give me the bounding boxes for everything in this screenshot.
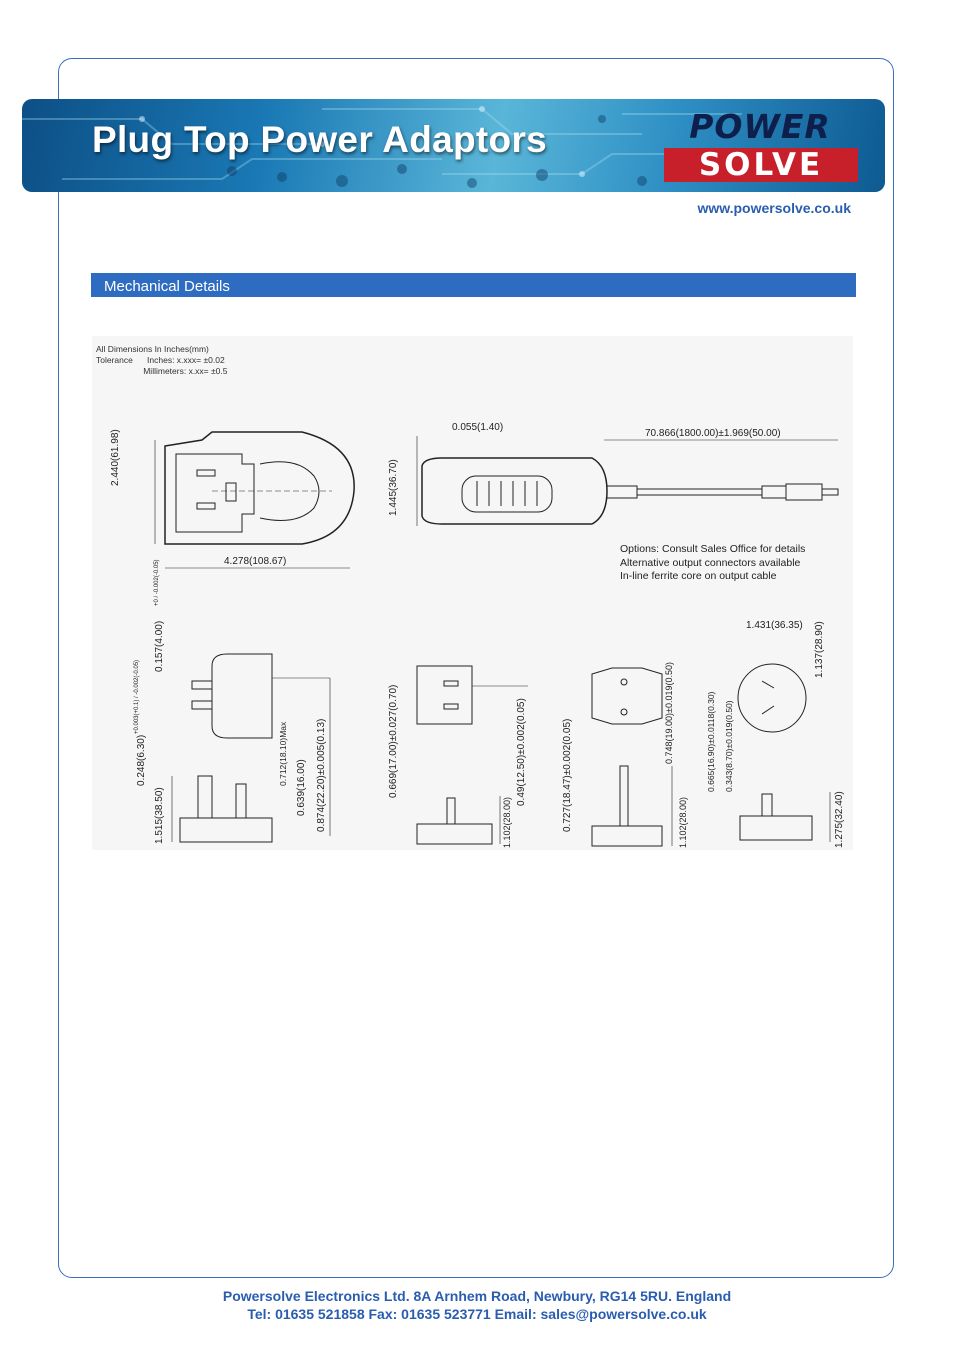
options-line: In-line ferrite core on output cable [620, 570, 777, 582]
dim-eu-pin: 0.727(18.47)±0.002(0.05) [562, 718, 573, 832]
logo-power: POWER [689, 107, 831, 146]
dim-uk-pin-width-tol: +0.003(+0.1) / -0.002(-0.05) [134, 659, 140, 734]
logo-solve: SOLVE [664, 148, 858, 182]
dim-uk-pin-spacing: 0.639(16.00) [296, 759, 307, 816]
dim-au-height: 1.137(28.90) [814, 621, 825, 678]
side-view [417, 436, 838, 526]
dim-eu-spacing: 0.748(19.00)±0.019(0.50) [664, 661, 674, 764]
section-header [91, 273, 856, 297]
dim-uk-pin-tol: +0 / -0.002(-0.05) [154, 559, 160, 606]
dim-au-pin-width: 0.343(8.70)±0.019(0.50) [724, 700, 734, 792]
options-line: Alternative output connectors available [620, 556, 801, 569]
dim-cable-length: 70.866(1800.00)±1.969(50.00) [645, 428, 781, 439]
mechanical-drawing [92, 336, 853, 850]
footer-address: Powersolve Electronics Ltd. 8A Arnhem Road, Newbury, RG14 5RU. England [222, 1288, 732, 1304]
website-link[interactable]: www.powersolve.co.uk [697, 200, 851, 216]
footer-contact: Tel: 01635 521858 Fax: 01635 523771 Email: sales@powersolve.co.uk [247, 1306, 707, 1322]
options-line: Options: Consult Sales Office for details [620, 543, 806, 555]
dim-profile-height: 1.445(36.70) [388, 459, 399, 516]
dim-cable-diameter: 0.055(1.40) [452, 422, 504, 433]
dim-us-height: 1.102(28.00) [502, 796, 512, 848]
section-title: Mechanical Details [104, 278, 230, 295]
dim-uk-pin-width: 0.248(6.30) [136, 734, 147, 786]
dim-us-width: 0.669(17.00)±0.027(0.70) [388, 684, 399, 798]
eu-plug-view [592, 668, 672, 846]
dim-uk-pin-max: 0.712(18.10)Max [278, 721, 288, 786]
dim-au-total: 1.275(32.40) [834, 791, 845, 848]
dim-body-length: 4.278(108.67) [224, 556, 287, 567]
footer [0, 1287, 954, 1323]
dim-uk-pin-offset: 0.157(4.00) [154, 620, 165, 672]
dim-au-pin-spacing: 0.665(16.90)±0.0118(0.30) [706, 691, 716, 792]
dimension-note: Tolerance Inches: x.xxx= ±0.02 [96, 355, 225, 365]
dim-body-width: 2.440(61.98) [110, 429, 121, 486]
au-plug-view [738, 664, 830, 842]
dimension-note: Millimeters: x.xx= ±0.5 [96, 366, 228, 376]
dim-au-width: 1.431(36.35) [746, 620, 803, 631]
dim-uk-height: 1.515(38.50) [154, 787, 165, 844]
dimension-notes [96, 344, 227, 377]
powersolve-logo [660, 107, 860, 183]
options-note [620, 543, 805, 584]
page-title: Plug Top Power Adaptors [92, 119, 548, 160]
dim-uk-pin-centres: 0.874(22.20)±0.005(0.13) [316, 718, 327, 832]
technical-drawing [92, 336, 853, 850]
dim-eu-height: 1.102(28.00) [678, 796, 688, 848]
top-view [155, 432, 354, 568]
dimension-note: All Dimensions In Inches(mm) [96, 344, 209, 354]
dim-us-pin: 0.49(12.50)±0.002(0.05) [516, 698, 527, 806]
